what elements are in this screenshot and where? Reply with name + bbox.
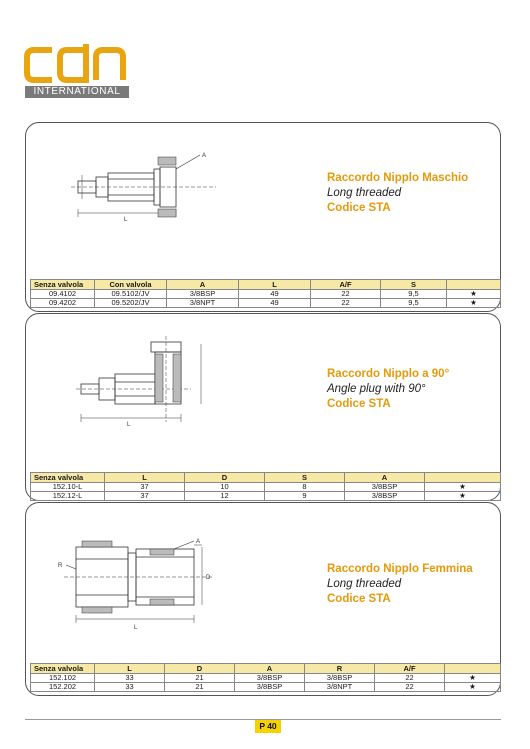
drawing-label-l: L [127, 422, 131, 428]
drawing-label-a: A [196, 539, 201, 545]
title-italian: Raccordo Nipplo Femmina [327, 563, 473, 575]
col-header: Senza valvola [31, 473, 105, 483]
drawing-label-l: L [124, 217, 128, 223]
drawing-label-a: A [202, 153, 207, 159]
star-icon: ★ [425, 492, 501, 501]
section-titles [327, 171, 468, 216]
table-cell: 22 [311, 299, 381, 308]
col-header: L [105, 473, 185, 483]
table-cell: 09.4202 [31, 299, 95, 308]
col-header: Con valvola [95, 280, 167, 290]
drawing-label-l: L [134, 625, 138, 631]
star-icon: ★ [447, 290, 501, 299]
table-header-row [31, 664, 501, 674]
table-cell: 9,5 [381, 290, 447, 299]
angle-plug-drawing [71, 334, 231, 434]
male-nipple-drawing [66, 151, 236, 226]
col-header [447, 280, 501, 290]
table-cell: 22 [375, 674, 445, 683]
table-row [31, 483, 501, 492]
col-header: S [265, 473, 345, 483]
product-section-angle-plug [25, 313, 501, 501]
col-header [425, 473, 501, 483]
table-cell: 21 [165, 683, 235, 692]
col-header: A/F [375, 664, 445, 674]
table-cell: 33 [95, 674, 165, 683]
drawing-label-r: R [58, 563, 63, 569]
star-icon: ★ [447, 299, 501, 308]
col-header: R [305, 664, 375, 674]
table-cell: 3/8NPT [305, 683, 375, 692]
col-header [445, 664, 501, 674]
table-cell: 3/8BSP [345, 483, 425, 492]
logo-international-band: INTERNATIONAL [25, 86, 129, 98]
product-code: Codice STA [327, 398, 391, 410]
table-cell: 152.202 [31, 683, 95, 692]
star-icon: ★ [445, 683, 501, 692]
title-english: Long threaded [327, 187, 402, 199]
table-cell: 09.4102 [31, 290, 95, 299]
table-cell: 09.5202/JV [95, 299, 167, 308]
drawing-label-d: D [206, 575, 211, 581]
product-code: Codice STA [327, 202, 391, 214]
col-header: A [345, 473, 425, 483]
cdn-logo [22, 29, 130, 100]
table-cell: 3/8NPT [167, 299, 239, 308]
table-cell: 152.10-L [31, 483, 105, 492]
svg-text:cdn: cdn [22, 29, 48, 46]
table-row [31, 683, 501, 692]
table-row [31, 299, 501, 308]
col-header: A [235, 664, 305, 674]
col-header: A [167, 280, 239, 290]
table-cell: 21 [165, 674, 235, 683]
table-cell: 152.102 [31, 674, 95, 683]
table-cell: 3/8BSP [345, 492, 425, 501]
col-header: L [95, 664, 165, 674]
table-cell: 37 [105, 492, 185, 501]
table-cell: 3/8BSP [235, 683, 305, 692]
col-header: A/F [311, 280, 381, 290]
col-header: D [185, 473, 265, 483]
table-cell: 3/8BSP [167, 290, 239, 299]
table-cell: 22 [311, 290, 381, 299]
page-number-badge: P 40 [255, 720, 281, 733]
star-icon: ★ [425, 483, 501, 492]
section-titles [327, 562, 473, 607]
spec-table [30, 279, 501, 308]
section-titles [327, 367, 449, 412]
table-cell: 9 [265, 492, 345, 501]
title-english: Angle plug with 90° [327, 383, 426, 395]
logo-wordmark [22, 29, 130, 86]
table-cell: 3/8BSP [235, 674, 305, 683]
table-cell: 3/8BSP [305, 674, 375, 683]
col-header: D [165, 664, 235, 674]
col-header: Senza valvola [31, 664, 95, 674]
table-row [31, 290, 501, 299]
spec-table [30, 663, 501, 692]
col-header: L [239, 280, 311, 290]
table-header-row [31, 473, 501, 483]
title-english: Long threaded [327, 578, 402, 590]
table-cell: 49 [239, 290, 311, 299]
col-header: Senza valvola [31, 280, 95, 290]
female-nipple-drawing [54, 535, 244, 635]
product-code: Codice STA [327, 593, 391, 605]
product-section-female-nipple [25, 502, 501, 696]
table-cell: 37 [105, 483, 185, 492]
table-cell: 09.5102/JV [95, 290, 167, 299]
col-header: S [381, 280, 447, 290]
table-cell: 33 [95, 683, 165, 692]
table-cell: 8 [265, 483, 345, 492]
spec-table [30, 472, 501, 501]
table-cell: 10 [185, 483, 265, 492]
table-row [31, 492, 501, 501]
product-section-male-nipple [25, 122, 501, 312]
table-cell: 152.12-L [31, 492, 105, 501]
title-italian: Raccordo Nipplo a 90° [327, 368, 450, 380]
title-italian: Raccordo Nipplo Maschio [327, 172, 469, 184]
table-cell: 9,5 [381, 299, 447, 308]
table-cell: 12 [185, 492, 265, 501]
table-header-row [31, 280, 501, 290]
table-cell: 49 [239, 299, 311, 308]
table-cell: 22 [375, 683, 445, 692]
star-icon: ★ [445, 674, 501, 683]
